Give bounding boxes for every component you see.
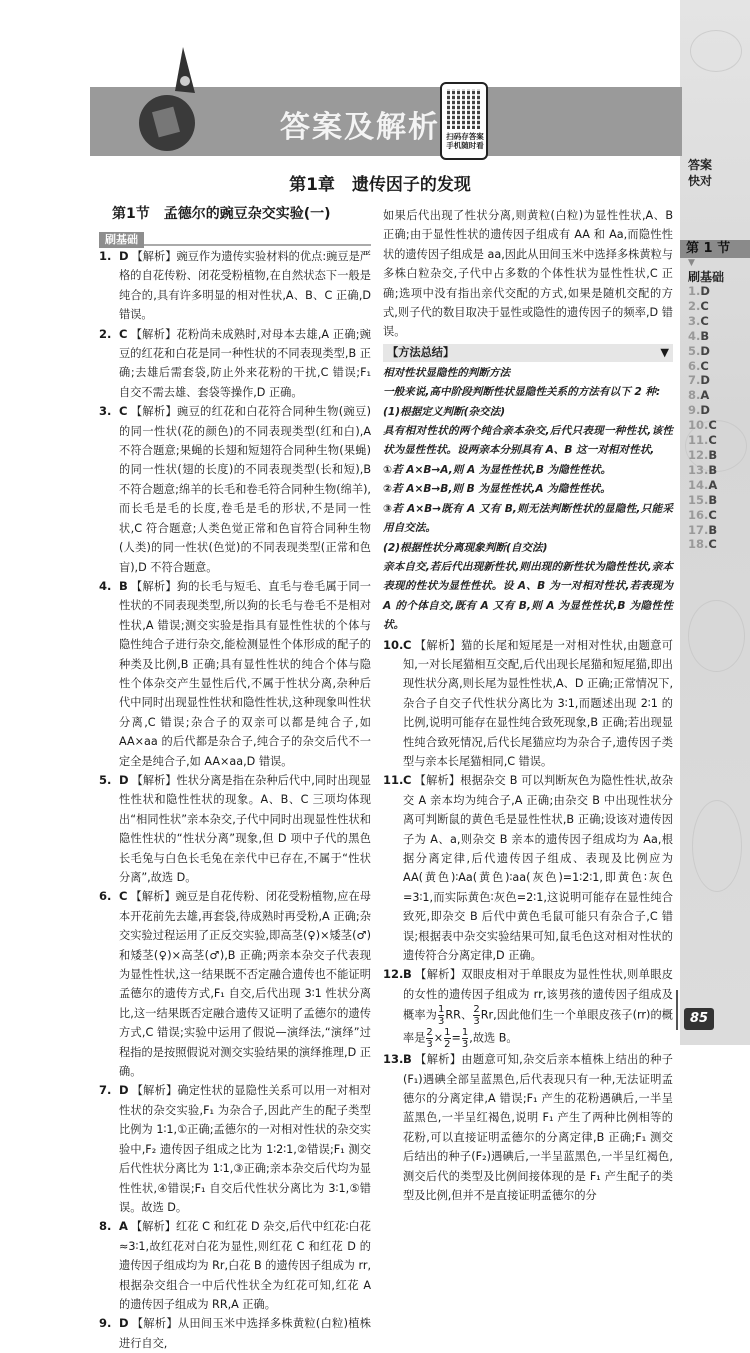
- sidebar-section: 第 1 节: [680, 240, 750, 258]
- numerator: 2: [426, 1027, 433, 1039]
- item-number: 8.: [99, 1219, 112, 1234]
- item-answer: B: [403, 1052, 412, 1067]
- answer-key-letter: D: [700, 343, 710, 358]
- answer-key-letter: A: [700, 388, 710, 403]
- method-summary-body: [383, 364, 673, 636]
- answer-key-letter: C: [708, 433, 717, 448]
- explanation-text: 【解析】确定性状的显隐性关系可以用一对相对性状的杂交实验,F₁ 为杂合子,因此产生的配子类型比例为 1∶1,①正确;孟德尔的一对相对性状的杂交实验中,F₂ 遗传因子组成之比为 1∶2∶1,②错误;F₁ 测交后代性状分离比为 1∶1,③正确;亲本杂交后代均为显性性状,④错误;F₁ 自交后代性状分离比为 3∶1,⑤错误。故选 D。: [119, 1084, 371, 1214]
- answer-item: [99, 1217, 371, 1314]
- answer-item: [383, 771, 673, 965]
- answer-key-item: [688, 523, 717, 538]
- item-answer: C: [119, 404, 128, 419]
- answer-key-item: [688, 493, 717, 508]
- answer-key-number: 2.: [688, 298, 701, 313]
- method-line: ②若 A×B→B,则 B 为显性性状,A 为隐性性状。: [383, 483, 611, 496]
- page-number: 85: [684, 1008, 714, 1030]
- insect-illustration: [688, 600, 745, 672]
- method-line: 一般来说,高中阶段判断性状显隐性关系的方法有以下 2 种:: [383, 386, 661, 399]
- explanation-text: 【解析】豌豆作为遗传实验材料的优点:豌豆是严格的自花传粉、闭花受粉植物,在自然状态下一般是纯合的,具有许多明显的相对性状,A、B、C 正确,D 错误。: [119, 250, 371, 322]
- method-line: (1)根据定义判断(杂交法): [383, 405, 506, 418]
- item-number: 5.: [99, 772, 112, 787]
- answer-item: [383, 965, 673, 1050]
- answer-item: [99, 577, 371, 771]
- explanation-text: 【解析】猫的长尾和短尾是一对相对性状,由题意可知,一对长尾猫相互交配,后代出现长尾猫和短尾猫,即出现性状分离,则长尾为显性性状,A、D 正确;正常情况下,杂合子自交子代性状分离比为 3∶1,而题述出现 2∶1 的比例,说明可能存在显性纯合致死现象,B 正确;若出现显性纯合致死情况,后代长尾猫应均为杂合子,遗传因子类型与亲本长尾猫相同,C 错误。: [403, 638, 673, 768]
- answer-key-letter: B: [700, 328, 710, 343]
- denominator: 3: [473, 1016, 480, 1028]
- item-answer: D: [119, 1316, 129, 1331]
- sidebar-title-line: 答案: [688, 158, 713, 172]
- answer-key-item: [688, 463, 717, 478]
- explanation-text: 【解析】豌豆的红花和白花符合同种生物(豌豆)的同一性状(花的颜色)的不同表现类型(红和白),A 不符合题意;果蝇的长翅和短翅符合同种生物(果蝇)的同一性状(翅的长度)的不同表现类型(长和短),B 不符合题意;绵羊的长毛和卷毛符合同种生物(绵羊),而长毛是毛的长度,卷毛是毛的形状,不是同一性状,C 符合题意;人类色觉正常和色盲符合同种生物(人类)的同一性状(色觉)的不同表现类型(正常和色盲),D 不符合题意。: [119, 405, 371, 574]
- answer-continuation: 如果后代出现了性状分离,则黄粒(白粒)为显性性状,A、B 正确;由于显性性状的遗传因子组成有 AA 和 Aa,而隐性性状的遗传因子组成是 aa,因此从田间玉米中选择多株黄粒与多株白粒杂交,子代中占多数的个体性状为显性性状,C 正确;选项中没有指出亲代交配的方式,如果是随机交配的方式,则子代的数目取决于显性或隐性的遗传因子的频率,D 错误。: [383, 209, 673, 339]
- explanation-text: 【解析】性状分离是指在杂种后代中,同时出现显性性状和隐性性状的现象。A、B、C 三项均体现出“相同性状”亲本杂交,子代中同时出现显性性状和隐性性状的“性状分离”现象,但 D 项中子代的黑色长毛兔与白色长毛兔在亲代中已存在,不属于“性状分离”,故选 D。: [119, 773, 371, 884]
- item-number: 11.: [383, 773, 404, 788]
- explanation-text: 【解析】狗的长毛与短毛、直毛与卷毛属于同一性状的不同表现类型,所以狗的长毛与卷毛不是相对性状,A 错误;测交实验是指具有显性性状的个体与隐性纯合子进行杂交,能检测显性个体形成的配子的种类及比例,B 正确;具有显性性状的纯合个体与隐性个体杂交产生显性后代,不属于性状分离,杂种后代中同时出现显性性状和隐性性状,这种现象叫性状分离,C 错误;杂合子的双亲可以都是纯合子,如 AA×aa 的后代都是杂合子,纯合子的杂交后代不一定全是纯合子,如 AA×aa,D 错误。: [119, 579, 371, 768]
- answer-key-number: 9.: [688, 403, 701, 418]
- triangle-down-icon: ▼: [688, 258, 695, 268]
- answer-key-letter: D: [700, 373, 710, 388]
- tag-label: 刷基础: [99, 232, 144, 248]
- explanation-text: 【解析】豌豆是自花传粉、闭花受粉植物,应在母本开花前先去雄,再套袋,待成熟时再受粉,A 正确;杂交实验过程运用了正反交实验,即高茎(♀)×矮茎(♂)和矮茎(♀)×高茎(♂),B 正确;两亲本杂交子代表现为显性性状,这一结果既不否定融合遗传也不能证明孟德尔的遗传方式,F₁ 自交,后代出现 3∶1 性状分离比,这一结果既否定融合遗传又证明了孟德尔的遗传方式,C 错误;实验中运用了假说—演绎法,“演绎”过程指的是按照假说对测交实验结果的演绎推理,D 正确。: [119, 890, 371, 1079]
- answer-key-number: 10.: [688, 418, 709, 433]
- answer-key-item: [688, 388, 717, 403]
- answer-key-item: [688, 373, 717, 388]
- answer-item: [383, 1050, 673, 1205]
- answer-key-letter: C: [700, 298, 709, 313]
- item-number: 7.: [99, 1083, 112, 1098]
- explanation-text: 【解析】花粉尚未成熟时,对母本去雄,A 正确;豌豆的红花和白花是同一种性状的不同表现类型,B 正确;去雄后需套袋,防止外来花粉的干扰,C 错误;F₁ 自交不需去雄、套袋等操作,D 正确。: [119, 327, 371, 399]
- answer-key-letter: C: [708, 418, 717, 433]
- fraction: [438, 1004, 444, 1027]
- sidebar-title-line: 快对: [688, 174, 713, 188]
- right-column: [383, 206, 673, 1206]
- method-line: (2)根据性状分离现象判断(自交法): [383, 541, 548, 554]
- answer-key-item: [688, 508, 717, 523]
- method-summary-label: 【方法总结】: [387, 345, 455, 359]
- item-answer: D: [119, 772, 129, 787]
- triangle-down-icon: ▼: [660, 345, 669, 359]
- explanation-text: ×: [433, 1031, 444, 1045]
- explanation-text: Rr,因此他们生一个单眼皮孩子(rr)的概率是: [403, 1008, 673, 1045]
- method-line: 亲本自交,若后代出现新性状,则出现的新性状为隐性性状,亲本表现的性状为显性性状。设 A、B 为一对相对性状,若表现为 A 的个体自交,既有 A 又有 B,则 A 为显性性状,B 为隐性性状。: [383, 560, 673, 632]
- item-answer: A: [119, 1219, 128, 1234]
- answer-key-letter: B: [708, 492, 718, 507]
- sidebar-subsection: 刷基础: [688, 270, 725, 284]
- answer-item: [383, 636, 673, 772]
- item-answer: C: [119, 889, 128, 904]
- answer-key-number: 16.: [688, 507, 709, 522]
- explanation-text: 【解析】由题意可知,杂交后亲本植株上结出的种子(F₁)遇碘全部呈蓝黑色,后代表现只有一种,无法证明孟德尔的分离定律,A 错误;F₁ 产生的花粉遇碘后,一半呈蓝黑色,一半呈红褐色,说明 F₁ 产生了两种比例相等的花粉,可以直接证明孟德尔的分离定律,B 正确;F₁ 测交后结出的种子(F₂)遇碘后,一半呈蓝黑色,一半呈红褐色,测交后代的类型及比例间接体现的是 F₁ 产生配子的类型及比例,但并不是直接证明孟德尔的分: [403, 1053, 673, 1203]
- fraction: [444, 1027, 450, 1050]
- answer-key-number: 5.: [688, 343, 701, 358]
- answer-key-number: 11.: [688, 433, 709, 448]
- fraction: [473, 1004, 479, 1027]
- answer-key-number: 15.: [688, 492, 709, 507]
- answer-key-item: [688, 537, 717, 552]
- item-answer: B: [119, 578, 128, 593]
- insect-illustration: [690, 30, 742, 72]
- answer-key-letter: B: [708, 522, 718, 537]
- answer-key-item: [688, 299, 717, 314]
- answer-key-number: 4.: [688, 328, 701, 343]
- item-answer: B: [403, 967, 412, 982]
- item-answer: C: [403, 637, 412, 652]
- answer-key-item: [688, 448, 717, 463]
- answer-key-item: [688, 284, 717, 299]
- answer-key-number: 12.: [688, 447, 709, 462]
- denominator: 3: [437, 1016, 445, 1028]
- explanation-text: 【解析】根据杂交 B 可以判断灰色为隐性性状,故杂交 A 亲本均为纯合子,A 正确;由杂交 B 中出现性状分离可判断鼠的黄色毛是显性性状,B 正确;设该对遗传因子为 A、a,则杂交 B 亲本的遗传因子组成均为 Aa,根据分离定律,后代遗传因子组成、表现及比例应为 AA(黄色)∶Aa(黄色)∶aa(灰色)=1∶2∶1,即黄色∶灰色=3∶1,而实际黄色∶灰色=2∶1,这说明可能存在显性纯合致死,即杂交 B 后代中黄色毛鼠可能只有杂合子,C 错误;根据表中杂交实验结果可知,鼠毛色这对相对性状的遗传符合分离定律,D 正确。: [403, 774, 673, 963]
- method-line: 相对性状显隐性的判断方法: [383, 366, 511, 379]
- answer-item: [99, 325, 371, 403]
- qr-caption: 扫码存答案 手机随时看: [446, 132, 484, 150]
- answer-key-letter: C: [700, 358, 709, 373]
- numerator: 1: [437, 1004, 445, 1016]
- answer-key-letter: C: [708, 537, 717, 552]
- answer-key-item: [688, 344, 717, 359]
- qr-code[interactable]: [440, 82, 488, 160]
- item-number: 12.: [383, 967, 404, 982]
- item-answer: C: [403, 773, 412, 788]
- explanation-text: ,故选 B。: [469, 1031, 518, 1045]
- item-answer: C: [119, 326, 128, 341]
- answer-item: [99, 247, 371, 325]
- answer-key-letter: C: [708, 507, 717, 522]
- answer-key-list: [688, 284, 717, 552]
- right-answer-list: [383, 636, 673, 1206]
- numerator: 1: [444, 1027, 451, 1039]
- answer-key-number: 13.: [688, 462, 709, 477]
- insect-illustration: [692, 800, 742, 892]
- answer-key-item: [688, 418, 717, 433]
- fraction: [462, 1027, 468, 1050]
- answer-key-number: 17.: [688, 522, 709, 537]
- denominator: 2: [444, 1039, 451, 1051]
- numerator: 1: [461, 1027, 469, 1039]
- answer-key-number: 3.: [688, 313, 701, 328]
- answer-key-item: [688, 329, 717, 344]
- section-title: 第1节 孟德尔的豌豆杂交实验(一): [112, 206, 331, 222]
- answer-key-item: [688, 403, 717, 418]
- numerator: 2: [473, 1004, 480, 1016]
- method-line: 具有相对性状的两个纯合亲本杂交,后代只表现一种性状,该性状为显性性状。设两亲本分别具有 A、B 这一对相对性状,: [383, 425, 673, 457]
- qr-code-image: [447, 89, 481, 129]
- answer-item: [99, 1314, 371, 1353]
- answer-key-item: [688, 433, 717, 448]
- answer-key-letter: D: [700, 284, 710, 298]
- answer-key-item: [688, 478, 717, 493]
- item-number: 6.: [99, 889, 112, 904]
- explanation-text: 【解析】红花 C 和红花 D 杂交,后代中红花∶白花≈3∶1,故红花对白花为显性,则红花 C 和红花 D 的遗传因子组成均为 Rr,白花 B 的遗传因子组成为 rr,根据杂交组合一中后代性状全为红花可知,红花 A 的遗传因子组成为 RR,A 正确。: [119, 1220, 371, 1311]
- explanation-text: =: [451, 1031, 461, 1045]
- method-line: ③若 A×B→既有 A 又有 B,则无法判断性状的显隐性,只能采用自交法。: [383, 502, 673, 535]
- method-line: ①若 A×B→A,则 A 为显性性状,B 为隐性性状。: [383, 463, 612, 476]
- rocket-logo: [133, 45, 213, 155]
- item-number: 10.: [383, 637, 404, 652]
- item-number: 1.: [99, 249, 112, 263]
- section-tag: [99, 228, 371, 246]
- answer-key-letter: A: [708, 477, 718, 492]
- answer-key-number: 8.: [688, 388, 701, 403]
- denominator: 3: [461, 1039, 469, 1051]
- item-number: 4.: [99, 578, 112, 593]
- answer-key-number: 14.: [688, 477, 709, 492]
- explanation-text: 【解析】从田间玉米中选择多株黄粒(白粒)植株进行自交,: [119, 1317, 371, 1350]
- divider: [676, 990, 678, 1030]
- answer-key-number: 7.: [688, 373, 701, 388]
- answer-item: [99, 771, 371, 887]
- answer-key-letter: C: [700, 313, 709, 328]
- item-number: 9.: [99, 1316, 112, 1331]
- answer-key-letter: D: [700, 403, 710, 418]
- answer-item: [99, 1081, 371, 1217]
- explanation-text: 【解析】双眼皮相对于单眼皮为显性性状,则单眼皮的女性的遗传因子组成为 rr,该男孩的遗传因子组成及概率为: [403, 968, 673, 1022]
- item-answer: D: [119, 249, 129, 263]
- item-number: 13.: [383, 1052, 404, 1067]
- answer-key-item: [688, 314, 717, 329]
- answer-key-item: [688, 359, 717, 374]
- answer-key-number: 18.: [688, 537, 709, 552]
- denominator: 3: [426, 1039, 433, 1051]
- left-column: [99, 247, 371, 1353]
- answer-key-number: 6.: [688, 358, 701, 373]
- answer-key-letter: B: [708, 462, 718, 477]
- item-number: 3.: [99, 404, 112, 419]
- page-title: 答案及解析: [280, 110, 440, 145]
- answer-key-letter: B: [708, 447, 718, 462]
- answer-key-number: 1.: [688, 284, 701, 298]
- item-answer: D: [119, 1083, 129, 1098]
- item-number: 2.: [99, 326, 112, 341]
- explanation-text: RR、: [445, 1008, 473, 1022]
- method-summary-header[interactable]: [383, 344, 673, 362]
- fraction: [426, 1027, 432, 1050]
- answer-item: [99, 402, 371, 577]
- chapter-title: 第1章 遗传因子的发现: [289, 175, 471, 195]
- answer-item: [99, 887, 371, 1081]
